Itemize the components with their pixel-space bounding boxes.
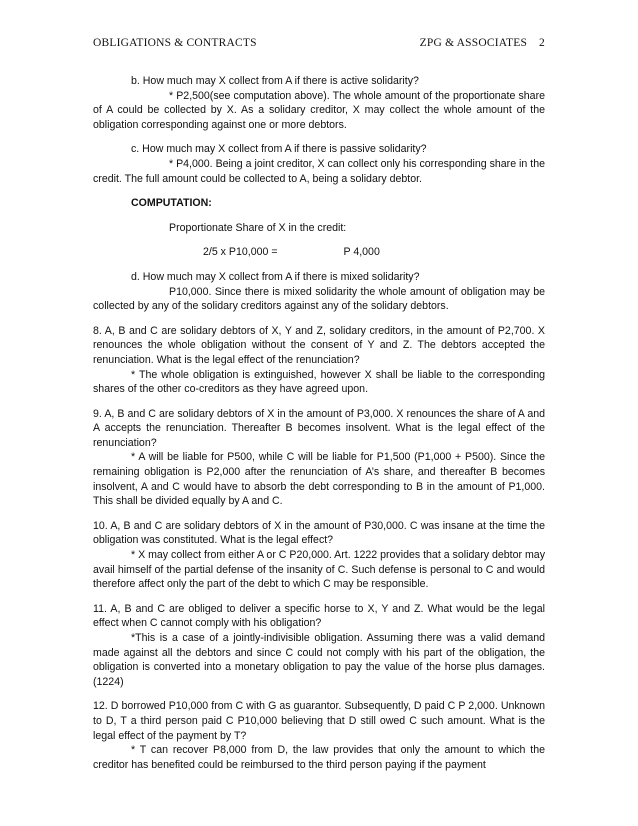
header-firm: ZPG & ASSOCIATES xyxy=(419,37,528,49)
item-9 xyxy=(93,407,545,509)
answer-12: * T can recover P8,000 from D, the law provides that only the amount to which the creditor has benefited could be reimbursed to the third person paying if the payment xyxy=(93,744,545,771)
answer-9: * A will be liable for P500, while C will be liable for P1,500 (P1,000 + P500). Since the remaining obligation is P2,000 after the renunciation of A’s share, and thereafter B becomes insolvent, A and C would have to absorb the debt corresponding to B in the amount of P1,000. This shall be divided equally by A and C. xyxy=(93,451,545,508)
question-d: d. How much may X collect from A if there is mixed solidarity? xyxy=(131,270,420,283)
computation-result: P 4,000 xyxy=(343,246,380,259)
page-header xyxy=(93,37,545,49)
question-c: c. How much may X collect from A if there is passive solidarity? xyxy=(131,143,427,156)
question-8: 8. A, B and C are solidary debtors of X, Y and Z, solidary creditors, in the amount of P2,700. X renounces the whole obligation without the consent of Y and Z. The debtors accepted the renunciation. What is the legal effect of the renunciation? xyxy=(93,324,545,366)
answer-8: * The whole obligation is extinguished, however X shall be liable to the corresponding shares of the other co-creditors as they have agreed upon. xyxy=(93,368,545,396)
computation-expression: 2/5 x P10,000 = xyxy=(203,246,278,259)
item-d xyxy=(93,270,545,314)
computation-title: COMPUTATION: xyxy=(131,197,212,210)
question-11: 11. A, B and C are obliged to deliver a specific horse to X, Y and Z. What would be the legal effect when C cannot comply with his obligation? xyxy=(93,602,545,630)
header-title: OBLIGATIONS & CONTRACTS xyxy=(93,37,257,49)
answer-d: P10,000. Since there is mixed solidarity the whole amount of obligation may be collected by any of the solidary creditors against any of the solidary debtors. xyxy=(93,285,545,313)
item-10 xyxy=(93,519,545,592)
answer-b: * P2,500(see computation above). The whole amount of the proportionate share of A could be collected by X. As a solidary creditor, X may collect the whole amount of the obligation corresponding against one or more debtors. xyxy=(93,89,545,131)
item-8 xyxy=(93,324,545,397)
question-10: 10. A, B and C are solidary debtors of X in the amount of P30,000. C was insane at the time the obligation was constituted. What is the legal effect? xyxy=(93,519,545,547)
item-11 xyxy=(93,602,545,690)
answer-10: * X may collect from either A or C P20,000. Art. 1222 provides that a solidary debtor may avail himself of the partial defense of the insanity of C. Such defense is personal to C and would therefore affect only the part of the debt to which C may be responsible. xyxy=(93,549,545,591)
header-right xyxy=(408,37,545,49)
item-12 xyxy=(93,699,545,772)
computation-line: Proportionate Share of X in the credit: xyxy=(169,221,347,234)
item-c xyxy=(93,142,545,186)
answer-c: * P4,000. Being a joint creditor, X can collect only his corresponding share in the credit. The full amount could be collected to A, being a solidary debtor. xyxy=(93,157,545,185)
question-12: 12. D borrowed P10,000 from C with G as guarantor. Subsequently, D paid C P 2,000. Unknown to D, T a third person paid C P10,000 believing that D still owed C such amount. What is the legal effect of the payment by T? xyxy=(93,700,545,742)
item-b xyxy=(93,74,545,132)
question-b: b. How much may X collect from A if there is active solidarity? xyxy=(131,75,419,87)
question-9: 9. A, B and C are solidary debtors of X in the amount of P3,000. X renounces the share of A and A accepts the renunciation. Thereafter B becomes insolvent. What is the legal effect of the renunciation? xyxy=(93,407,545,449)
computation-formula xyxy=(93,245,545,260)
page-number: 2 xyxy=(539,37,545,49)
document-body xyxy=(93,74,545,782)
answer-11: *This is a case of a jointly-indivisible obligation. Assuming there was a valid demand made against all the debtors and since C could not comply with his part of the obligation, the obligation is converted into a monetary obligation to pay the value of the horse plus damages. (1224) xyxy=(93,632,545,688)
